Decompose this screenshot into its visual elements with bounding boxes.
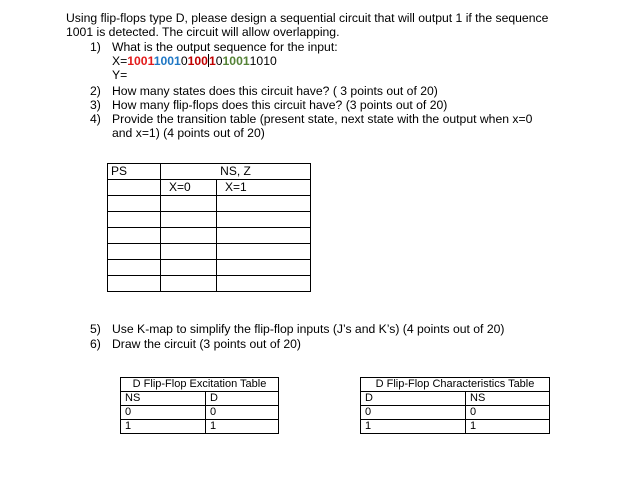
q-text: What is the output sequence for the input: [112,40,338,54]
cell[interactable] [108,244,161,260]
cell[interactable] [161,244,217,260]
question-5 [90,322,504,336]
cell[interactable] [108,276,161,292]
cell[interactable] [161,196,217,212]
cell[interactable] [217,196,311,212]
ns-z-header: NS, Z [161,164,311,180]
cell[interactable] [161,276,217,292]
q-number: 5) [90,322,101,336]
x0-header: X=0 [161,180,217,196]
transition-table [107,163,311,292]
excitation-h2: D [206,392,279,406]
cell[interactable] [217,244,311,260]
seq-seg: 1001 [153,54,181,68]
x1-header: X=1 [217,180,311,196]
seq-prefix: X= [112,54,128,68]
cell[interactable] [161,212,217,228]
cell: 0 [206,406,279,420]
question-2 [90,84,438,98]
q-text: How many flip-flops does this circuit have? (3 points out of 20) [112,98,448,112]
q-number: 2) [90,84,101,98]
output-label: Y= [112,68,128,82]
question-3 [90,98,447,112]
seq-seg: 1 [208,54,216,68]
question-6 [90,337,301,351]
cell[interactable] [108,228,161,244]
cell: 0 [466,406,550,420]
seq-seg: 1001 [127,54,154,68]
q-number: 4) [90,112,101,126]
q-number: 6) [90,337,101,351]
characteristics-table [360,377,550,434]
question-1 [90,40,338,54]
cell: 1 [206,420,279,434]
seq-seg: 0 [215,54,223,68]
seq-seg: 100 [187,54,208,68]
ps-header: PS [108,164,161,180]
cell[interactable] [108,212,161,228]
question-4 [90,112,532,126]
q-text: Draw the circuit (3 points out of 20) [112,337,301,351]
cell: 1 [361,420,466,434]
characteristics-title: D Flip-Flop Characteristics Table [361,378,550,392]
cell: 1 [121,420,206,434]
cell: 0 [361,406,466,420]
excitation-title: D Flip-Flop Excitation Table [121,378,279,392]
characteristics-h2: NS [466,392,550,406]
cell[interactable] [108,260,161,276]
cell: 1 [466,420,550,434]
cell[interactable] [217,260,311,276]
cell[interactable] [108,180,161,196]
cell[interactable] [161,260,217,276]
intro-line-1: Using flip-flops type D, please design a sequential circuit that will output 1 if the sequence [66,11,549,25]
excitation-table [120,377,279,434]
cell[interactable] [108,196,161,212]
input-sequence [112,54,277,68]
q-text: How many states does this circuit have? ( 3 points out of 20) [112,84,438,98]
excitation-h1: NS [121,392,206,406]
seq-seg: 0 [180,54,188,68]
q-text: Use K-map to simplify the flip-flop inputs (J’s and K’s) (4 points out of 20) [112,322,505,336]
cell[interactable] [161,228,217,244]
q-number: 3) [90,98,101,112]
q-text: Provide the transition table (present state, next state with the output when x=0 [112,112,533,126]
characteristics-h1: D [361,392,466,406]
cell[interactable] [217,276,311,292]
seq-seg: 1010 [249,54,277,68]
q-number: 1) [90,40,101,54]
cell[interactable] [217,228,311,244]
seq-seg: 1001 [222,54,250,68]
question-4-cont: and x=1) (4 points out of 20) [112,126,265,140]
intro-line-2: 1001 is detected. The circuit will allow overlapping. [66,25,340,39]
cell[interactable] [217,212,311,228]
cell: 0 [121,406,206,420]
